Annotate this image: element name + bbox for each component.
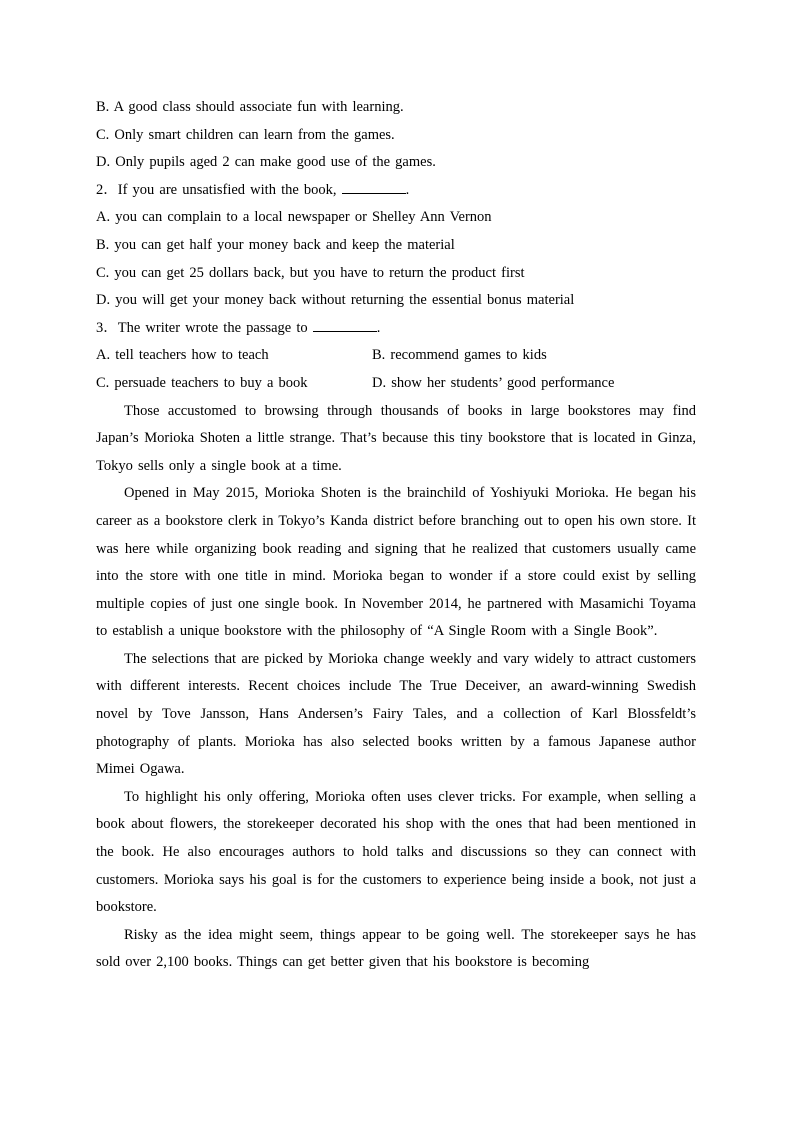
q3-options-row-2 (96, 370, 696, 398)
q2-stem: 2．If you are unsatisfied with the book, . (96, 181, 410, 198)
q3-option-b: B. recommend games to kids (372, 347, 547, 364)
passage-paragraph-5: Risky as the idea might seem, things appear to be going well. The storekeeper says he has sold over 2,100 books. Things can get better given that his bookstore is becoming (96, 926, 696, 971)
q3-options-row-1 (96, 342, 696, 370)
q2-answer-blank (342, 181, 406, 194)
q1-option-b: B. A good class should associate fun with learning. (96, 99, 404, 115)
q3-answer-blank (313, 319, 377, 332)
q2-option-c: C. you can get 25 dollars back, but you have to return the product first (96, 264, 525, 281)
q3-option-c: C. persuade teachers to buy a book (96, 374, 308, 391)
q1-option-c: C. Only smart children can learn from the games. (96, 126, 395, 143)
q2-stem-text: 2．If you are unsatisfied with the book, (96, 181, 342, 198)
document-page (96, 94, 696, 977)
q3-option-d: D. show her students’ good performance (372, 374, 615, 391)
q3-stem-text: 3．The writer wrote the passage to (96, 319, 313, 336)
q2-option-d: D. you will get your money back without returning the essential bonus material (96, 292, 575, 309)
q3-stem: 3．The writer wrote the passage to . (96, 319, 381, 336)
passage-paragraph-1: Those accustomed to browsing through thousands of books in large bookstores may find Japan’s Morioka Shoten a little strange. That’s because this tiny bookstore that is located in Ginza, Tokyo sells only a single book at a time. (96, 402, 696, 474)
passage-paragraph-2: Opened in May 2015, Morioka Shoten is the brainchild of Yoshiyuki Morioka. He began his career as a bookstore clerk in Tokyo’s Kanda district before branching out to open his own store. It was here while organizing book reading and signing that he realized that customers usually came into the store with one title in mind. Morioka began to wonder if a store could exist by selling multiple copies of just one single book. In November 2014, he partnered with Masamichi Toyama to establish a unique bookstore with the philosophy of “A Single Room with a Single Book”. (96, 485, 696, 640)
q2-option-a: A. you can complain to a local newspaper or Shelley Ann Vernon (96, 209, 492, 226)
q1-option-d: D. Only pupils aged 2 can make good use of the games. (96, 154, 436, 171)
q2-option-b: B. you can get half your money back and keep the material (96, 236, 455, 253)
passage-paragraph-4: To highlight his only offering, Morioka often uses clever tricks. For example, when selling a book about flowers, the storekeeper decorated his shop with the ones that had been mentioned in the book. He also encourages authors to hold talks and discussions so they can connect with customers. Morioka says his goal is for the customers to experience being inside a book, not just a bookstore. (96, 788, 696, 916)
q3-option-a: A. tell teachers how to teach (96, 347, 269, 364)
passage-paragraph-3: The selections that are picked by Morioka change weekly and vary widely to attract customers with different interests. Recent choices include The True Deceiver, an award-winning Swedish novel by Tove Jansson, Hans Andersen’s Fairy Tales, and a collection of Karl Blossfeldt’s photography of plants. Morioka has also selected books written by a famous Japanese author Mimei Ogawa. (96, 650, 696, 778)
